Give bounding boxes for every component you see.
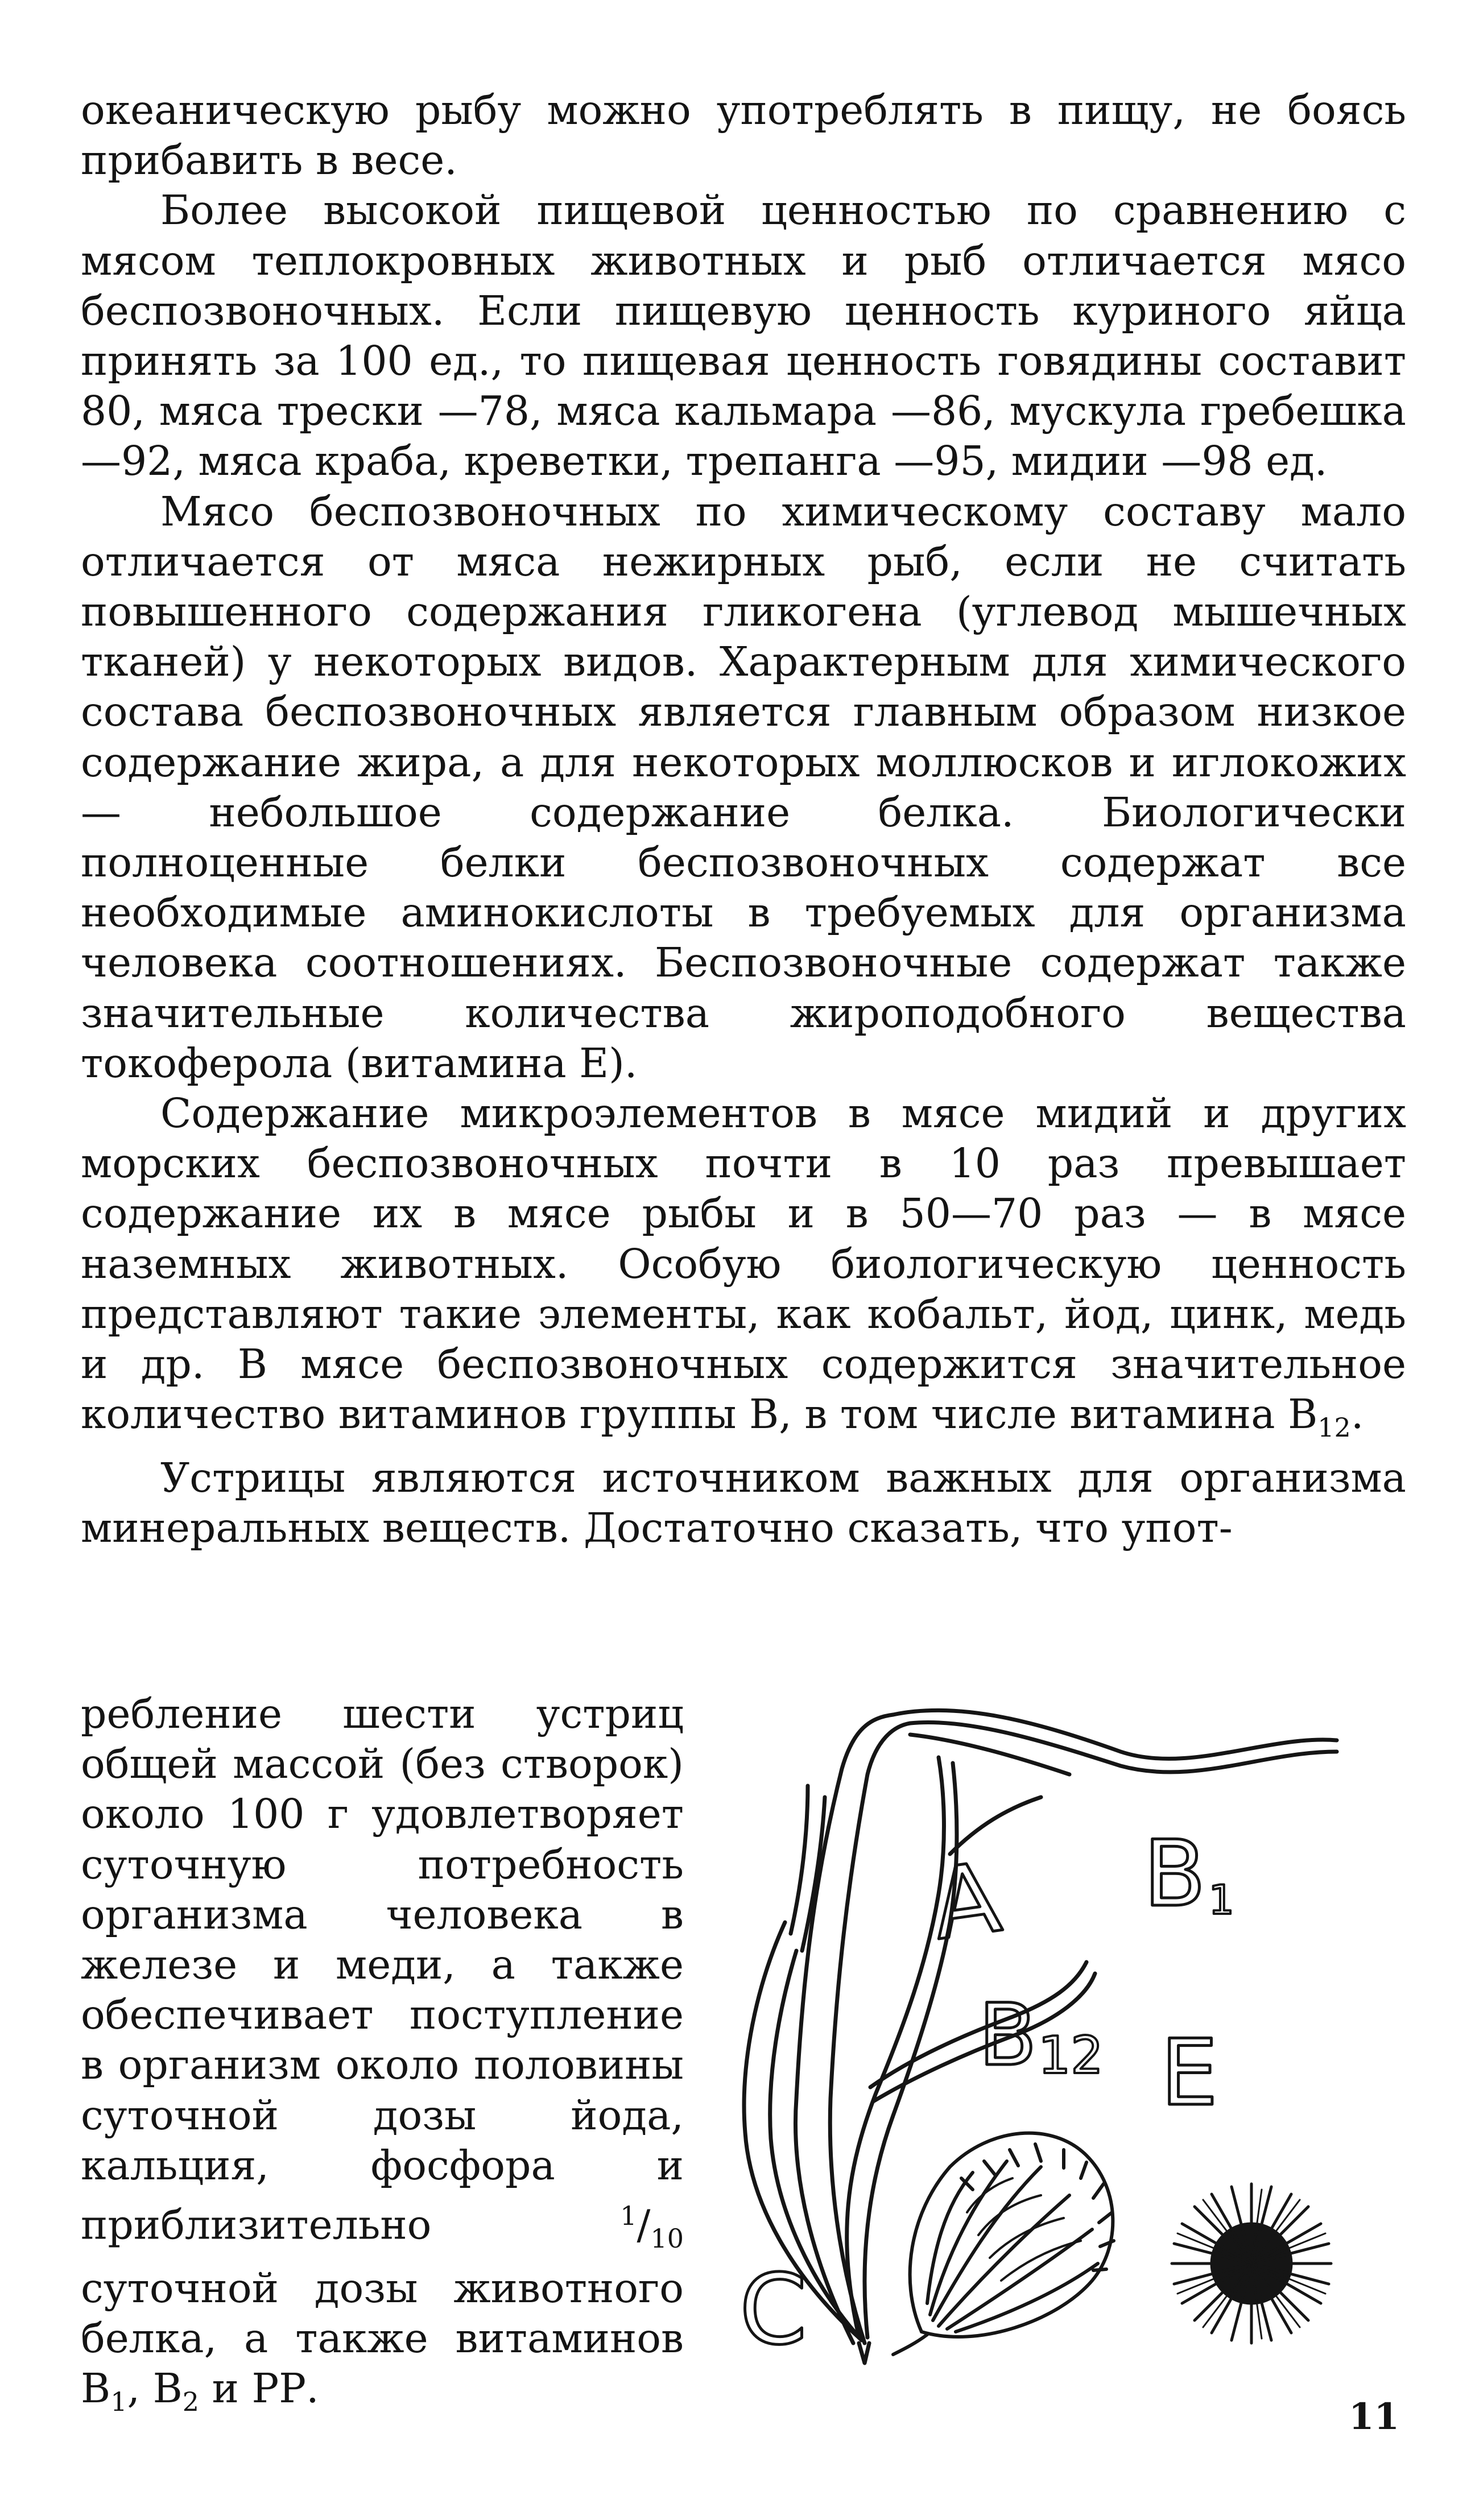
vitamin-b1-subscript: 1: [110, 2386, 127, 2418]
paragraph-4: [81, 1089, 1406, 1453]
seafood-illustration: [722, 1666, 1394, 2383]
vitamin-b1-label: B: [1143, 1820, 1206, 1927]
vitamin-b12-sub-label: 12: [1038, 2026, 1104, 2085]
wrapped-text: ребление шести устриц общей массой (без створок) около 100 г удовлетворяет суточную потребность организма человека в железе и меди, а также обеспечивает поступление в организм около половины суточной дозы йода, кальция, фосфора и приблизительно: [81, 1690, 684, 2249]
wrapped-tail-1: суточной дозы животного белка, а также витаминов В: [81, 2265, 684, 2413]
vitamin-c-label: C: [739, 2254, 807, 2366]
paragraph-1: океаническую рыбу можно употреблять в пищу, не боясь прибавить в весе.: [81, 86, 1406, 184]
vitamin-b12-subscript: 12: [1317, 1412, 1351, 1443]
vitamin-b2-subscript: 2: [182, 2386, 200, 2418]
page-number: 11: [1348, 2395, 1399, 2438]
shell-icon: [893, 2133, 1114, 2355]
wrapped-tail-2: , В: [127, 2365, 183, 2413]
vitamin-a-label: A: [926, 1841, 1007, 1962]
vitamin-b1-sub-label: 1: [1209, 1877, 1234, 1923]
vitamin-b12-label: B: [978, 1986, 1037, 2085]
paragraph-3: Мясо беспозвоночных по химическому составу мало отличается от мяса нежирных рыб, если не считать повышенного содержания гликогена (углевод мышечных тканей) у некоторых видов. Характерным для химического состава беспозвоночных является главным образом низкое содержание жира, а для некоторых моллюсков и иглокожих — небольшое содержание белка. Биологически полноценные белки беспозвоночных содержат все необходимые аминокислоты в требуемых для организма человека соотношениях. Беспозвоночные содержат также значительные количества жироподобного вещества токоферола (витамина Е).: [81, 487, 1406, 1087]
wrapped-paragraph: ребление шести устриц общей массой (без створок) около 100 г удовлетворяет суточную потребность организма человека в железе и меди, а также обеспечивает поступление в организм около половины суточной дозы йода, кальция, фосфора и приблизительно $^1/_{10}$ суточной дозы животного белка, а также витаминов $В_1$, $В_2$ и РР.: [81, 1690, 684, 2418]
fraction-numerator: 1: [620, 2200, 637, 2232]
fraction-denominator: 10: [650, 2223, 684, 2254]
paragraph-4-end: .: [1350, 1391, 1364, 1438]
main-text: [81, 85, 1406, 1553]
paragraph-4-text: Содержание микроэлементов в мясе мидий и других морских беспозвоночных почти в 10 раз превышает содержание их в мясе рыбы и в 50—70 раз — в мясе наземных животных. Особую биологическую ценность представляют такие элементы, как кобальт, йод, цинк, медь и др. В мясе беспозвоночных содержится значительное количество витаминов группы В, в том числе витамина В: [81, 1090, 1406, 1438]
sea-urchin-icon: [1172, 2184, 1331, 2343]
vitamin-e-label: E: [1160, 2020, 1218, 2126]
wrapped-tail-3: и РР.: [199, 2365, 319, 2413]
paragraph-2: Более высокой пищевой ценностью по сравнению с мясом теплокровных животных и рыб отличается мясо беспозвоночных. Если пищевую ценность куриного яйца принять за 100 ед., то пищевая ценность говядины составит 80, мяса трески —78, мяса кальмара —86, мускула гребешка —92, мяса краба, креветки, трепанга —95, мидии —98 ед.: [81, 187, 1406, 485]
paragraph-5-head: Устрицы являются источником важных для организма минеральных веществ. Достаточно сказать, что упот-: [81, 1454, 1406, 1551]
